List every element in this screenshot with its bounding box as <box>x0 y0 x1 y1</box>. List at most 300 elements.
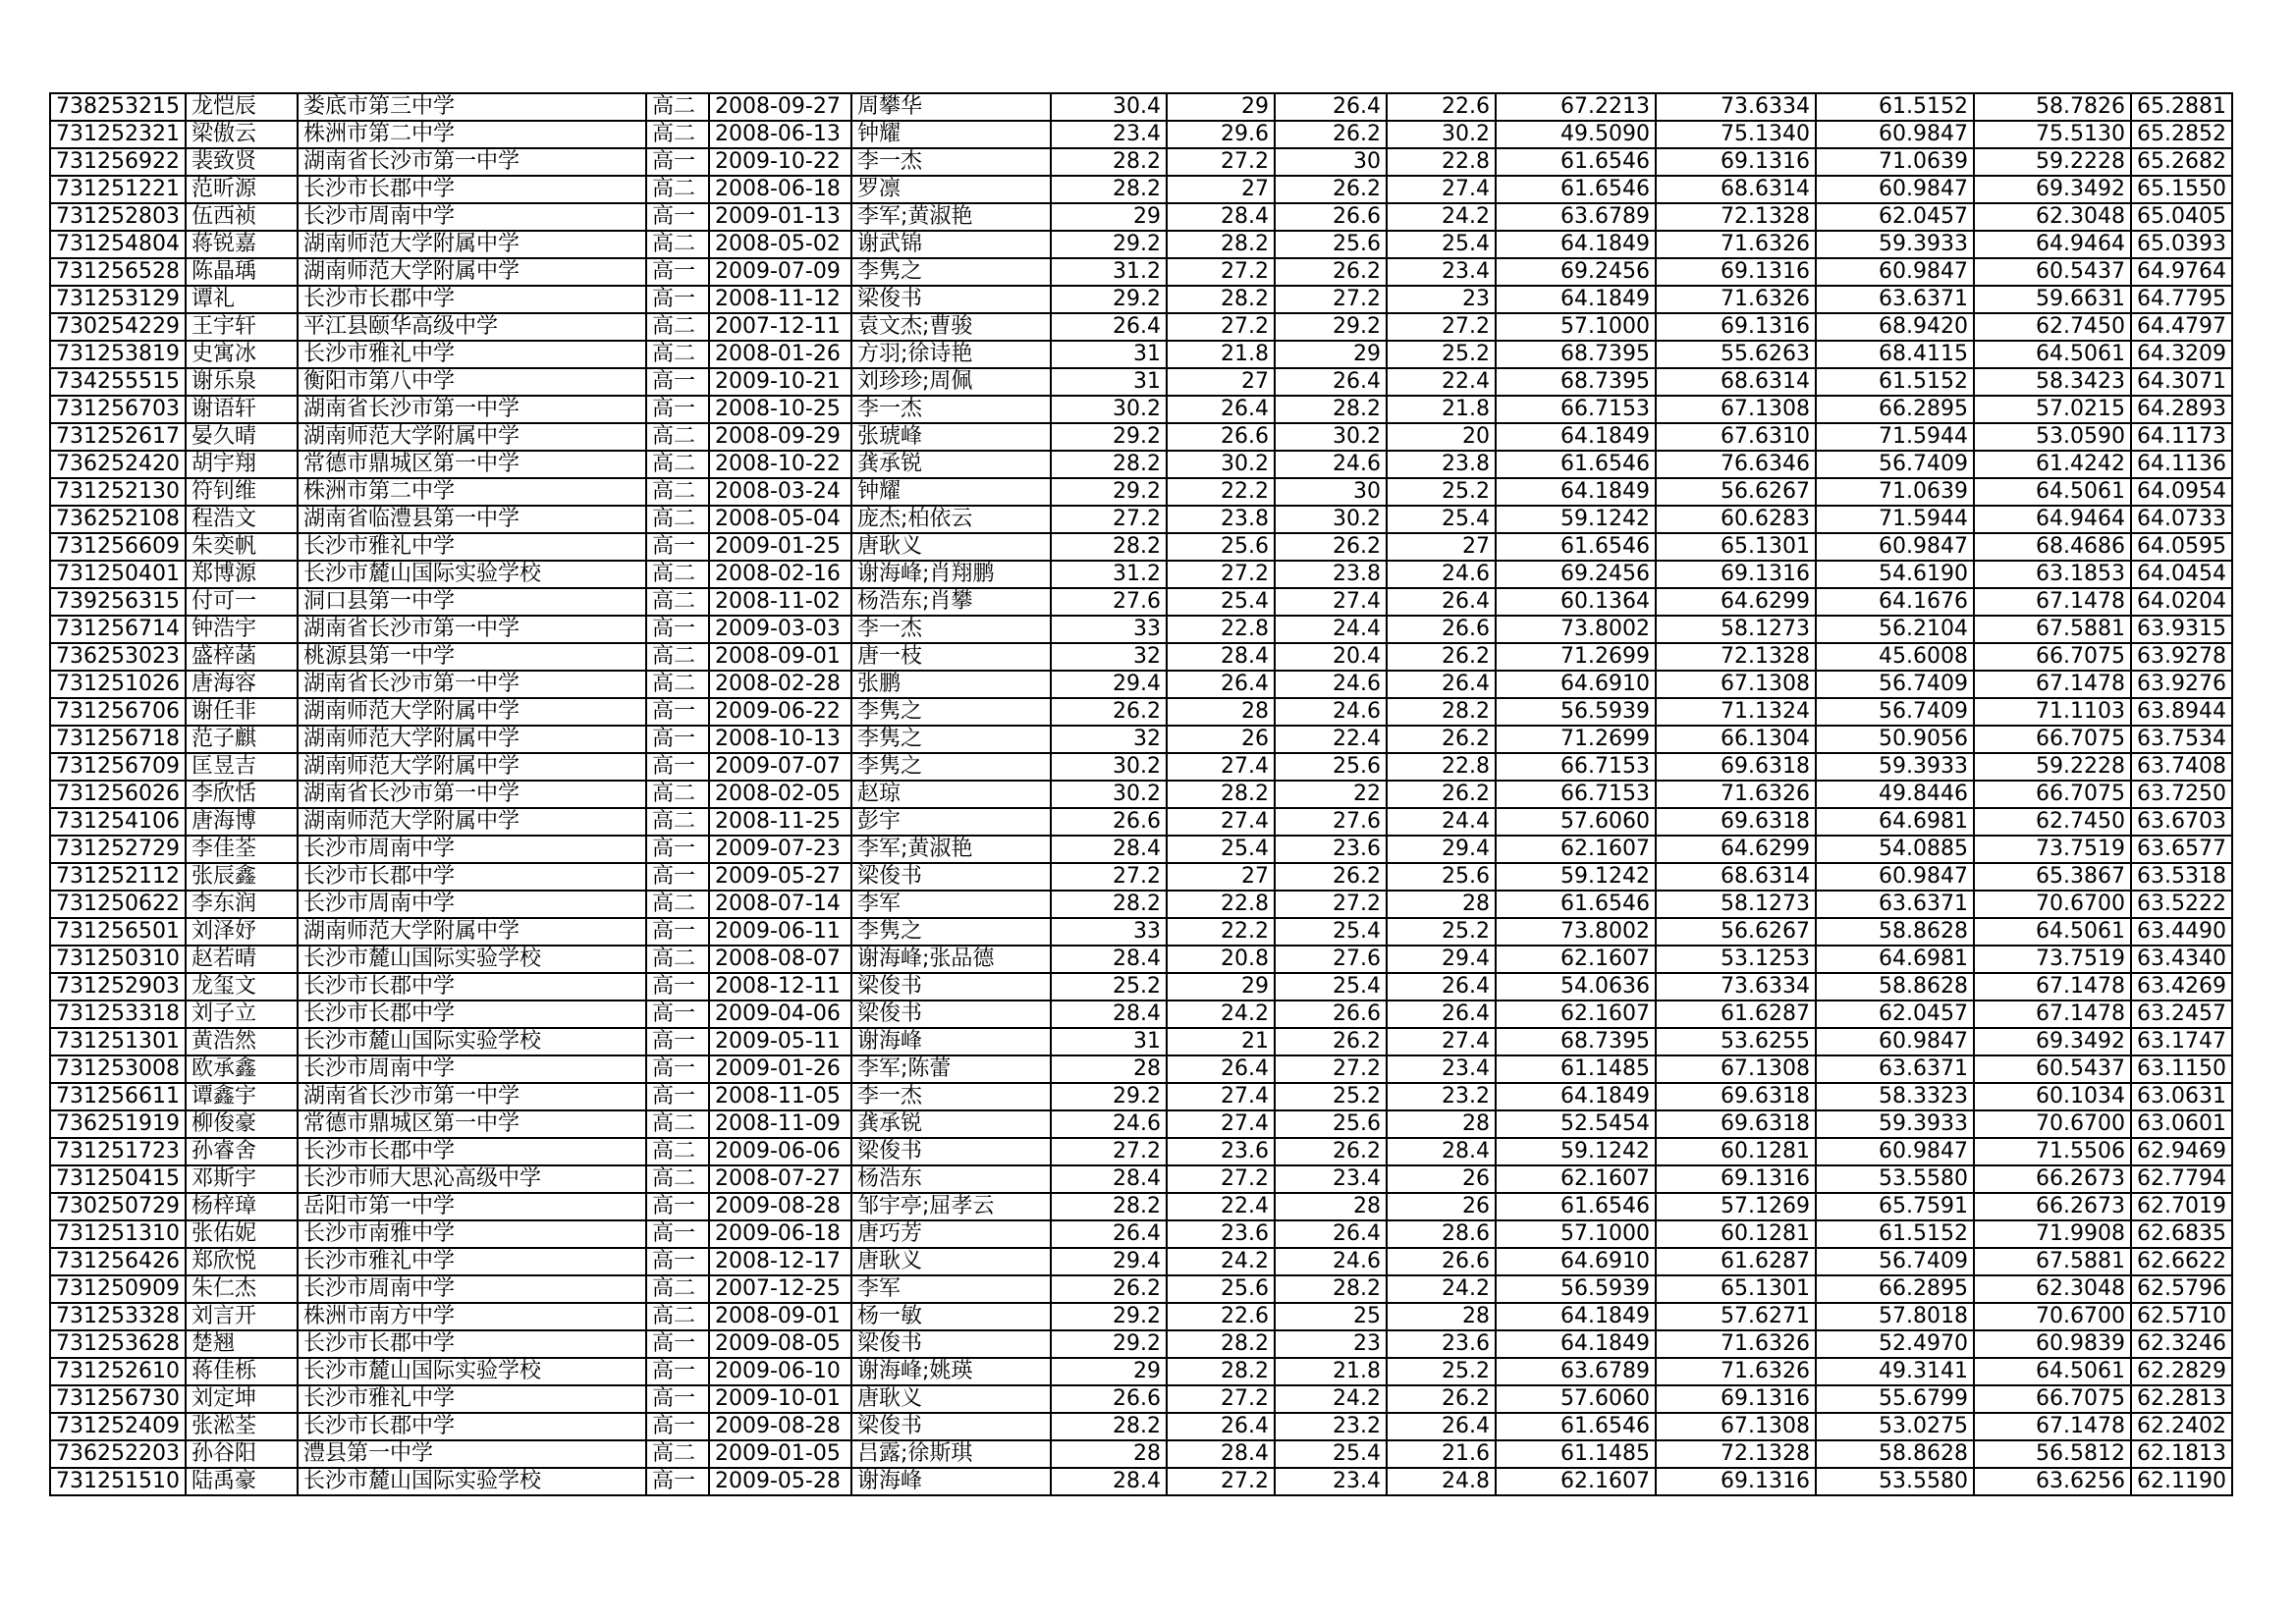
score-4-cell: 27.4 <box>1387 1028 1496 1055</box>
school-name-cell: 湖南师范大学附属中学 <box>298 423 646 451</box>
grade-cell: 高一 <box>646 1385 709 1413</box>
student-name-cell: 楚翘 <box>186 1330 298 1358</box>
table-row <box>50 946 2232 973</box>
birth-date-cell: 2009-05-11 <box>709 1028 851 1055</box>
school-name-cell: 长沙市麓山国际实验学校 <box>298 561 646 588</box>
student-id-cell: 731256718 <box>50 726 186 753</box>
teacher-cell: 张鹏 <box>851 671 1051 698</box>
total-score-cell: 62.6835 <box>2131 1220 2232 1248</box>
teacher-cell: 袁文杰;曹骏 <box>851 313 1051 341</box>
grade-cell: 高一 <box>646 753 709 781</box>
standard-score-2-cell: 58.1273 <box>1656 891 1816 918</box>
standard-score-3-cell: 59.3933 <box>1816 753 1974 781</box>
total-score-cell: 63.0601 <box>2131 1110 2232 1138</box>
grade-cell: 高一 <box>646 1193 709 1220</box>
score-1-cell: 28.2 <box>1051 891 1167 918</box>
standard-score-4-cell: 60.1034 <box>1974 1083 2131 1110</box>
score-1-cell: 30.4 <box>1051 93 1167 121</box>
standard-score-2-cell: 61.6287 <box>1656 1001 1816 1028</box>
birth-date-cell: 2008-12-17 <box>709 1248 851 1275</box>
table-row <box>50 616 2232 643</box>
student-id-cell: 736252203 <box>50 1440 186 1468</box>
standard-score-4-cell: 70.6700 <box>1974 891 2131 918</box>
grade-cell: 高一 <box>646 1330 709 1358</box>
school-name-cell: 湖南师范大学附属中学 <box>298 808 646 836</box>
standard-score-1-cell: 69.2456 <box>1496 561 1656 588</box>
standard-score-4-cell: 71.9908 <box>1974 1220 2131 1248</box>
standard-score-3-cell: 57.8018 <box>1816 1303 1974 1330</box>
student-name-cell: 张淞荃 <box>186 1413 298 1440</box>
teacher-cell: 钟耀 <box>851 478 1051 506</box>
total-score-cell: 65.2852 <box>2131 121 2232 148</box>
birth-date-cell: 2008-09-01 <box>709 643 851 671</box>
score-4-cell: 23.6 <box>1387 1330 1496 1358</box>
grade-cell: 高二 <box>646 176 709 203</box>
teacher-cell: 梁俊书 <box>851 973 1051 1001</box>
score-2-cell: 27.2 <box>1167 148 1275 176</box>
student-id-cell: 731250415 <box>50 1165 186 1193</box>
table-row <box>50 863 2232 891</box>
student-id-cell: 731251301 <box>50 1028 186 1055</box>
standard-score-1-cell: 62.1607 <box>1496 946 1656 973</box>
birth-date-cell: 2009-05-27 <box>709 863 851 891</box>
score-3-cell: 30 <box>1275 478 1387 506</box>
score-1-cell: 28.2 <box>1051 451 1167 478</box>
standard-score-1-cell: 71.2699 <box>1496 726 1656 753</box>
grade-cell: 高一 <box>646 1001 709 1028</box>
score-1-cell: 29.2 <box>1051 1083 1167 1110</box>
student-id-cell: 731251221 <box>50 176 186 203</box>
birth-date-cell: 2009-10-21 <box>709 368 851 396</box>
birth-date-cell: 2008-02-16 <box>709 561 851 588</box>
score-4-cell: 26.6 <box>1387 616 1496 643</box>
score-3-cell: 27.4 <box>1275 588 1387 616</box>
score-4-cell: 27 <box>1387 533 1496 561</box>
school-name-cell: 湖南省长沙市第一中学 <box>298 1083 646 1110</box>
score-4-cell: 25.4 <box>1387 506 1496 533</box>
birth-date-cell: 2008-01-26 <box>709 341 851 368</box>
score-3-cell: 27.6 <box>1275 946 1387 973</box>
total-score-cell: 64.3071 <box>2131 368 2232 396</box>
table-row <box>50 286 2232 313</box>
standard-score-2-cell: 53.6255 <box>1656 1028 1816 1055</box>
standard-score-2-cell: 67.6310 <box>1656 423 1816 451</box>
birth-date-cell: 2009-08-28 <box>709 1193 851 1220</box>
birth-date-cell: 2009-01-05 <box>709 1440 851 1468</box>
school-name-cell: 长沙市南雅中学 <box>298 1220 646 1248</box>
birth-date-cell: 2008-07-14 <box>709 891 851 918</box>
table-row <box>50 368 2232 396</box>
school-name-cell: 湖南省长沙市第一中学 <box>298 616 646 643</box>
standard-score-2-cell: 66.1304 <box>1656 726 1816 753</box>
teacher-cell: 唐耿义 <box>851 1385 1051 1413</box>
student-id-cell: 731253628 <box>50 1330 186 1358</box>
total-score-cell: 64.1173 <box>2131 423 2232 451</box>
score-4-cell: 26 <box>1387 1193 1496 1220</box>
student-id-cell: 731253328 <box>50 1303 186 1330</box>
standard-score-2-cell: 69.1316 <box>1656 1165 1816 1193</box>
table-row <box>50 973 2232 1001</box>
standard-score-2-cell: 72.1328 <box>1656 1440 1816 1468</box>
teacher-cell: 梁俊书 <box>851 1001 1051 1028</box>
student-name-cell: 郑博源 <box>186 561 298 588</box>
standard-score-4-cell: 60.5437 <box>1974 1055 2131 1083</box>
score-2-cell: 26.4 <box>1167 1413 1275 1440</box>
table-row <box>50 588 2232 616</box>
table-row <box>50 808 2232 836</box>
score-4-cell: 28.2 <box>1387 698 1496 726</box>
student-name-cell: 刘泽妤 <box>186 918 298 946</box>
score-1-cell: 29 <box>1051 1358 1167 1385</box>
total-score-cell: 63.5222 <box>2131 891 2232 918</box>
birth-date-cell: 2008-06-18 <box>709 176 851 203</box>
table-row <box>50 698 2232 726</box>
student-name-cell: 裴致贤 <box>186 148 298 176</box>
school-name-cell: 澧县第一中学 <box>298 1440 646 1468</box>
standard-score-3-cell: 45.6008 <box>1816 643 1974 671</box>
score-1-cell: 31 <box>1051 341 1167 368</box>
teacher-cell: 李军;陈蕾 <box>851 1055 1051 1083</box>
score-1-cell: 28.4 <box>1051 946 1167 973</box>
standard-score-1-cell: 61.1485 <box>1496 1440 1656 1468</box>
standard-score-3-cell: 71.0639 <box>1816 148 1974 176</box>
student-name-cell: 符钊维 <box>186 478 298 506</box>
birth-date-cell: 2007-12-11 <box>709 313 851 341</box>
student-name-cell: 张辰鑫 <box>186 863 298 891</box>
grade-cell: 高一 <box>646 148 709 176</box>
standard-score-4-cell: 63.1853 <box>1974 561 2131 588</box>
score-3-cell: 30 <box>1275 148 1387 176</box>
standard-score-1-cell: 62.1607 <box>1496 1165 1656 1193</box>
score-4-cell: 25.6 <box>1387 863 1496 891</box>
standard-score-1-cell: 64.6910 <box>1496 1248 1656 1275</box>
school-name-cell: 湖南师范大学附属中学 <box>298 918 646 946</box>
teacher-cell: 吕露;徐斯琪 <box>851 1440 1051 1468</box>
standard-score-1-cell: 61.6546 <box>1496 891 1656 918</box>
standard-score-4-cell: 66.7075 <box>1974 781 2131 808</box>
student-id-cell: 731256026 <box>50 781 186 808</box>
birth-date-cell: 2008-11-02 <box>709 588 851 616</box>
total-score-cell: 62.2829 <box>2131 1358 2232 1385</box>
score-1-cell: 28.4 <box>1051 1001 1167 1028</box>
student-id-cell: 731256609 <box>50 533 186 561</box>
teacher-cell: 李一杰 <box>851 396 1051 423</box>
birth-date-cell: 2008-10-25 <box>709 396 851 423</box>
birth-date-cell: 2008-10-13 <box>709 726 851 753</box>
score-2-cell: 22.2 <box>1167 478 1275 506</box>
standard-score-2-cell: 76.6346 <box>1656 451 1816 478</box>
standard-score-4-cell: 61.4242 <box>1974 451 2131 478</box>
grade-cell: 高一 <box>646 286 709 313</box>
standard-score-4-cell: 67.5881 <box>1974 616 2131 643</box>
school-name-cell: 株洲市南方中学 <box>298 1303 646 1330</box>
grade-cell: 高一 <box>646 836 709 863</box>
score-1-cell: 23.4 <box>1051 121 1167 148</box>
standard-score-2-cell: 60.6283 <box>1656 506 1816 533</box>
school-name-cell: 长沙市雅礼中学 <box>298 1385 646 1413</box>
score-3-cell: 25.4 <box>1275 973 1387 1001</box>
total-score-cell: 65.2881 <box>2131 93 2232 121</box>
table-row <box>50 1083 2232 1110</box>
score-4-cell: 20 <box>1387 423 1496 451</box>
school-name-cell: 长沙市麓山国际实验学校 <box>298 1358 646 1385</box>
teacher-cell: 杨一敏 <box>851 1303 1051 1330</box>
grade-cell: 高一 <box>646 1055 709 1083</box>
student-name-cell: 谢任非 <box>186 698 298 726</box>
score-4-cell: 26.4 <box>1387 588 1496 616</box>
birth-date-cell: 2009-07-23 <box>709 836 851 863</box>
standard-score-1-cell: 62.1607 <box>1496 1468 1656 1495</box>
standard-score-3-cell: 71.5944 <box>1816 506 1974 533</box>
grade-cell: 高二 <box>646 1303 709 1330</box>
standard-score-1-cell: 68.7395 <box>1496 1028 1656 1055</box>
table-row <box>50 93 2232 121</box>
score-1-cell: 31 <box>1051 1028 1167 1055</box>
score-3-cell: 25.6 <box>1275 753 1387 781</box>
grade-cell: 高一 <box>646 973 709 1001</box>
score-1-cell: 31.2 <box>1051 561 1167 588</box>
school-name-cell: 平江县颐华高级中学 <box>298 313 646 341</box>
student-name-cell: 孙睿舍 <box>186 1138 298 1165</box>
standard-score-4-cell: 71.1103 <box>1974 698 2131 726</box>
score-2-cell: 27 <box>1167 176 1275 203</box>
score-2-cell: 24.2 <box>1167 1001 1275 1028</box>
total-score-cell: 64.7795 <box>2131 286 2232 313</box>
standard-score-3-cell: 53.0275 <box>1816 1413 1974 1440</box>
teacher-cell: 庞杰;柏依云 <box>851 506 1051 533</box>
teacher-cell: 谢海峰;姚瑛 <box>851 1358 1051 1385</box>
score-4-cell: 26 <box>1387 1165 1496 1193</box>
score-2-cell: 28.4 <box>1167 203 1275 231</box>
student-id-cell: 730254229 <box>50 313 186 341</box>
score-1-cell: 28.2 <box>1051 176 1167 203</box>
score-1-cell: 33 <box>1051 616 1167 643</box>
standard-score-3-cell: 60.9847 <box>1816 1028 1974 1055</box>
table-row <box>50 478 2232 506</box>
standard-score-1-cell: 64.1849 <box>1496 478 1656 506</box>
score-3-cell: 24.4 <box>1275 616 1387 643</box>
score-4-cell: 25.2 <box>1387 918 1496 946</box>
standard-score-2-cell: 68.6314 <box>1656 863 1816 891</box>
standard-score-3-cell: 63.6371 <box>1816 891 1974 918</box>
score-3-cell: 23 <box>1275 1330 1387 1358</box>
score-1-cell: 28 <box>1051 1055 1167 1083</box>
birth-date-cell: 2008-05-04 <box>709 506 851 533</box>
standard-score-4-cell: 60.5437 <box>1974 258 2131 286</box>
standard-score-1-cell: 64.1849 <box>1496 1330 1656 1358</box>
student-id-cell: 731256501 <box>50 918 186 946</box>
standard-score-3-cell: 63.6371 <box>1816 1055 1974 1083</box>
student-id-cell: 736251919 <box>50 1110 186 1138</box>
school-name-cell: 长沙市周南中学 <box>298 1055 646 1083</box>
score-4-cell: 23 <box>1387 286 1496 313</box>
school-name-cell: 桃源县第一中学 <box>298 643 646 671</box>
standard-score-1-cell: 64.1849 <box>1496 423 1656 451</box>
score-4-cell: 23.4 <box>1387 258 1496 286</box>
grade-cell: 高二 <box>646 643 709 671</box>
total-score-cell: 63.1747 <box>2131 1028 2232 1055</box>
score-2-cell: 27 <box>1167 863 1275 891</box>
score-3-cell: 24.6 <box>1275 671 1387 698</box>
school-name-cell: 长沙市长郡中学 <box>298 863 646 891</box>
score-2-cell: 25.6 <box>1167 533 1275 561</box>
grade-cell: 高一 <box>646 726 709 753</box>
total-score-cell: 64.0595 <box>2131 533 2232 561</box>
student-id-cell: 731252617 <box>50 423 186 451</box>
standard-score-3-cell: 53.5580 <box>1816 1165 1974 1193</box>
total-score-cell: 62.1813 <box>2131 1440 2232 1468</box>
teacher-cell: 罗凛 <box>851 176 1051 203</box>
birth-date-cell: 2008-05-02 <box>709 231 851 258</box>
standard-score-2-cell: 53.1253 <box>1656 946 1816 973</box>
school-name-cell: 长沙市麓山国际实验学校 <box>298 946 646 973</box>
score-3-cell: 23.4 <box>1275 1468 1387 1495</box>
score-1-cell: 29.2 <box>1051 286 1167 313</box>
grade-cell: 高一 <box>646 918 709 946</box>
grade-cell: 高二 <box>646 781 709 808</box>
standard-score-2-cell: 60.1281 <box>1656 1138 1816 1165</box>
school-name-cell: 长沙市长郡中学 <box>298 1330 646 1358</box>
school-name-cell: 湖南省临澧县第一中学 <box>298 506 646 533</box>
standard-score-4-cell: 59.2228 <box>1974 148 2131 176</box>
table-row <box>50 121 2232 148</box>
school-name-cell: 湖南师范大学附属中学 <box>298 258 646 286</box>
standard-score-1-cell: 61.1485 <box>1496 1055 1656 1083</box>
standard-score-2-cell: 69.6318 <box>1656 1110 1816 1138</box>
score-3-cell: 25 <box>1275 1303 1387 1330</box>
score-4-cell: 26.4 <box>1387 973 1496 1001</box>
table-row <box>50 533 2232 561</box>
score-2-cell: 22.8 <box>1167 616 1275 643</box>
standard-score-2-cell: 69.1316 <box>1656 258 1816 286</box>
score-4-cell: 26.4 <box>1387 1413 1496 1440</box>
score-2-cell: 27.2 <box>1167 561 1275 588</box>
standard-score-3-cell: 59.3933 <box>1816 231 1974 258</box>
score-2-cell: 29 <box>1167 973 1275 1001</box>
birth-date-cell: 2008-02-28 <box>709 671 851 698</box>
score-1-cell: 26.4 <box>1051 313 1167 341</box>
score-1-cell: 26.2 <box>1051 698 1167 726</box>
teacher-cell: 李隽之 <box>851 918 1051 946</box>
standard-score-2-cell: 69.1316 <box>1656 148 1816 176</box>
total-score-cell: 63.7534 <box>2131 726 2232 753</box>
score-4-cell: 22.8 <box>1387 753 1496 781</box>
standard-score-1-cell: 69.2456 <box>1496 258 1656 286</box>
total-score-cell: 63.4490 <box>2131 918 2232 946</box>
score-2-cell: 27 <box>1167 368 1275 396</box>
grade-cell: 高一 <box>646 1468 709 1495</box>
score-2-cell: 27.4 <box>1167 808 1275 836</box>
grade-cell: 高一 <box>646 368 709 396</box>
standard-score-4-cell: 62.7450 <box>1974 808 2131 836</box>
score-3-cell: 24.6 <box>1275 1248 1387 1275</box>
table-row <box>50 258 2232 286</box>
score-4-cell: 28.4 <box>1387 1138 1496 1165</box>
table-row <box>50 781 2232 808</box>
table-row <box>50 1330 2232 1358</box>
student-name-cell: 陆禹豪 <box>186 1468 298 1495</box>
score-1-cell: 32 <box>1051 726 1167 753</box>
teacher-cell: 李军;黄淑艳 <box>851 836 1051 863</box>
school-name-cell: 常德市鼎城区第一中学 <box>298 1110 646 1138</box>
score-2-cell: 22.2 <box>1167 918 1275 946</box>
score-4-cell: 23.2 <box>1387 1083 1496 1110</box>
standard-score-2-cell: 67.1308 <box>1656 671 1816 698</box>
student-id-cell: 731256611 <box>50 1083 186 1110</box>
score-1-cell: 28.4 <box>1051 836 1167 863</box>
score-1-cell: 30.2 <box>1051 753 1167 781</box>
score-3-cell: 26.2 <box>1275 1028 1387 1055</box>
score-3-cell: 29 <box>1275 341 1387 368</box>
score-3-cell: 22.4 <box>1275 726 1387 753</box>
standard-score-1-cell: 62.1607 <box>1496 1001 1656 1028</box>
standard-score-4-cell: 57.0215 <box>1974 396 2131 423</box>
birth-date-cell: 2008-09-01 <box>709 1303 851 1330</box>
standard-score-3-cell: 60.9847 <box>1816 121 1974 148</box>
total-score-cell: 63.0631 <box>2131 1083 2232 1110</box>
student-name-cell: 谭礼 <box>186 286 298 313</box>
score-4-cell: 29.4 <box>1387 946 1496 973</box>
standard-score-2-cell: 67.1308 <box>1656 1055 1816 1083</box>
school-name-cell: 衡阳市第八中学 <box>298 368 646 396</box>
grade-cell: 高二 <box>646 1110 709 1138</box>
score-4-cell: 24.2 <box>1387 1275 1496 1303</box>
score-4-cell: 29.4 <box>1387 836 1496 863</box>
grade-cell: 高二 <box>646 341 709 368</box>
score-2-cell: 27.2 <box>1167 1165 1275 1193</box>
standard-score-3-cell: 65.7591 <box>1816 1193 1974 1220</box>
score-2-cell: 25.6 <box>1167 1275 1275 1303</box>
school-name-cell: 长沙市师大思沁高级中学 <box>298 1165 646 1193</box>
school-name-cell: 湖南省长沙市第一中学 <box>298 148 646 176</box>
grade-cell: 高二 <box>646 1440 709 1468</box>
student-id-cell: 731251310 <box>50 1220 186 1248</box>
grade-cell: 高二 <box>646 121 709 148</box>
standard-score-4-cell: 67.1478 <box>1974 1413 2131 1440</box>
standard-score-3-cell: 62.0457 <box>1816 203 1974 231</box>
student-id-cell: 731256528 <box>50 258 186 286</box>
score-4-cell: 27.2 <box>1387 313 1496 341</box>
score-3-cell: 30.2 <box>1275 423 1387 451</box>
standard-score-3-cell: 56.7409 <box>1816 698 1974 726</box>
score-3-cell: 23.2 <box>1275 1413 1387 1440</box>
grade-cell: 高二 <box>646 1138 709 1165</box>
standard-score-4-cell: 67.1478 <box>1974 973 2131 1001</box>
score-4-cell: 26.2 <box>1387 643 1496 671</box>
table-row <box>50 451 2232 478</box>
total-score-cell: 63.9276 <box>2131 671 2232 698</box>
standard-score-3-cell: 61.5152 <box>1816 368 1974 396</box>
student-name-cell: 匡昱吉 <box>186 753 298 781</box>
score-3-cell: 24.6 <box>1275 451 1387 478</box>
score-3-cell: 25.4 <box>1275 1440 1387 1468</box>
score-2-cell: 26 <box>1167 726 1275 753</box>
score-1-cell: 29.4 <box>1051 1248 1167 1275</box>
table-row <box>50 1440 2232 1468</box>
score-table <box>49 92 2233 1496</box>
birth-date-cell: 2009-08-28 <box>709 1413 851 1440</box>
table-row <box>50 643 2232 671</box>
score-2-cell: 20.8 <box>1167 946 1275 973</box>
score-3-cell: 24.2 <box>1275 1385 1387 1413</box>
standard-score-2-cell: 64.6299 <box>1656 836 1816 863</box>
standard-score-4-cell: 56.5812 <box>1974 1440 2131 1468</box>
standard-score-1-cell: 73.8002 <box>1496 616 1656 643</box>
score-1-cell: 27.2 <box>1051 506 1167 533</box>
student-id-cell: 731251510 <box>50 1468 186 1495</box>
student-name-cell: 张佑妮 <box>186 1220 298 1248</box>
birth-date-cell: 2009-04-06 <box>709 1001 851 1028</box>
